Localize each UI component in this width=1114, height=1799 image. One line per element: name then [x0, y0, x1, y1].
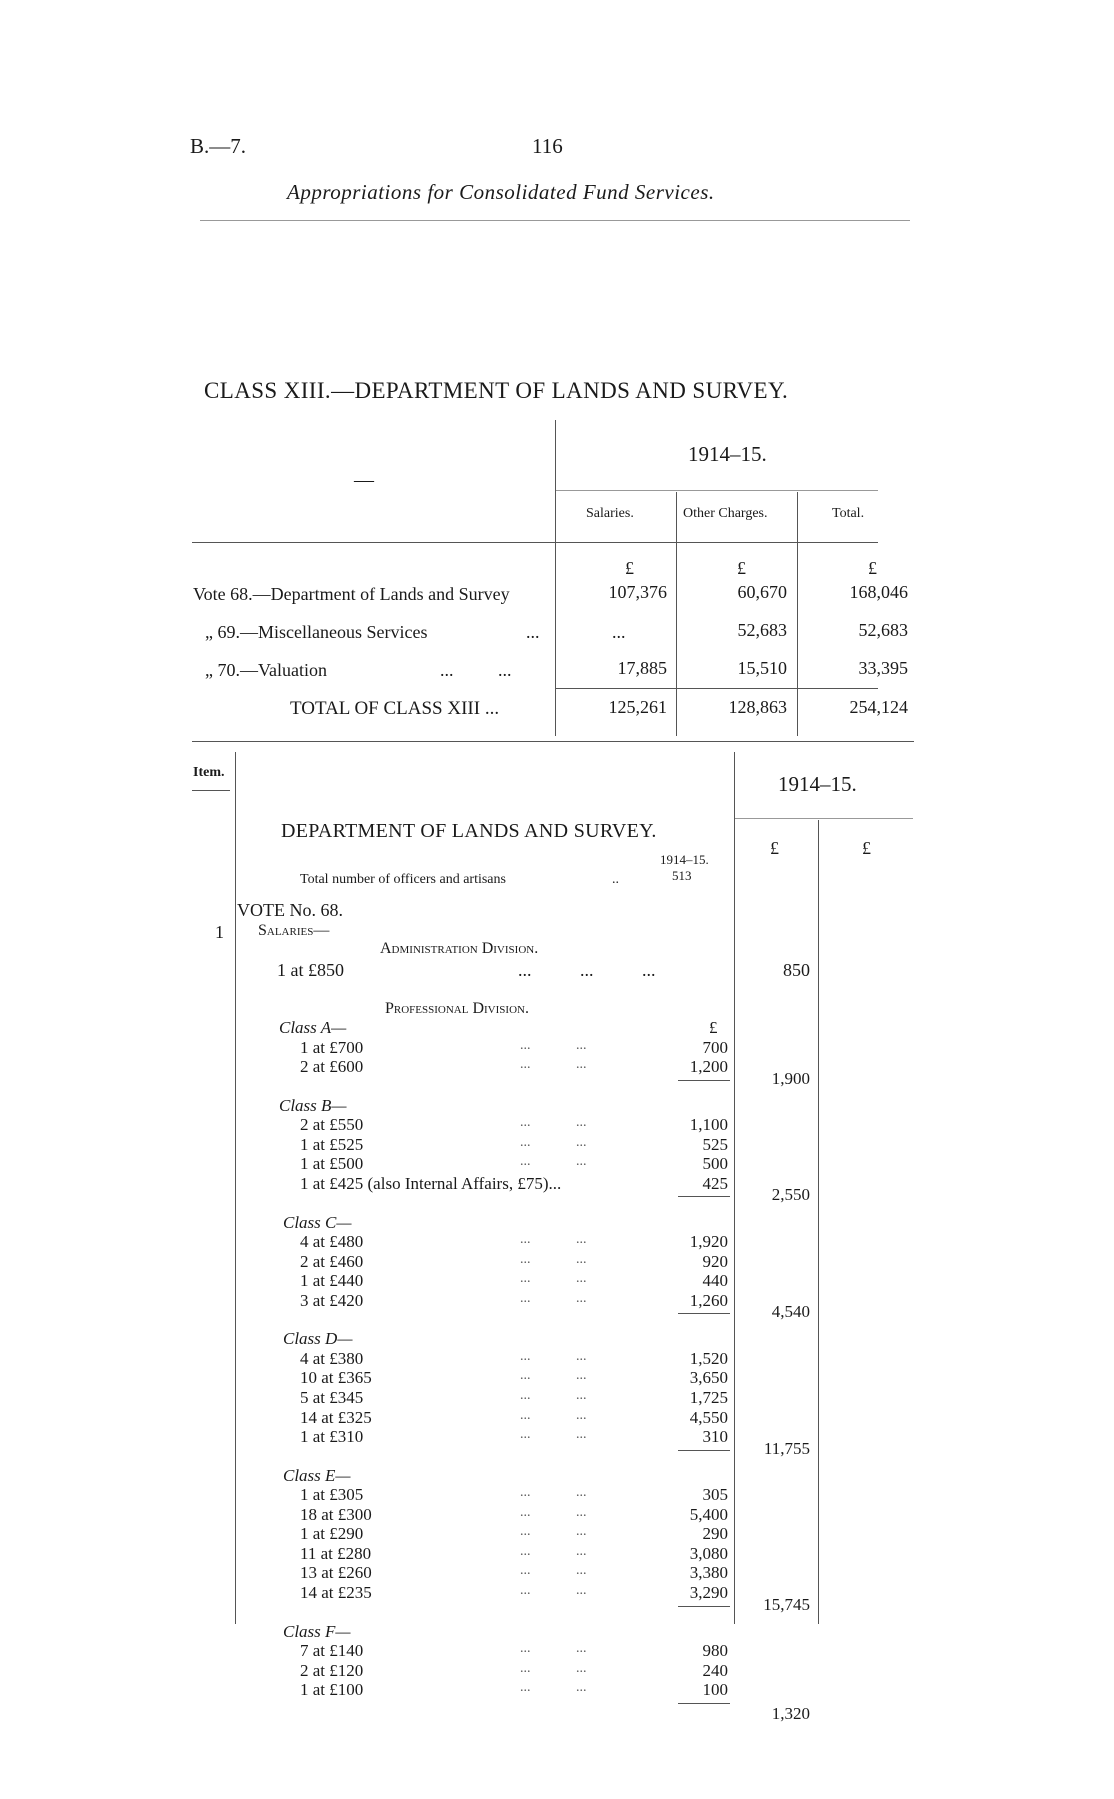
leader-dots: ... ... — [520, 1427, 587, 1443]
leader-dots: .. — [612, 872, 619, 887]
page-number: 116 — [532, 134, 563, 158]
leader-dots: ... ... — [520, 1563, 587, 1579]
summary-total-label: TOTAL OF CLASS XIII ... — [290, 698, 500, 719]
admin-division-heading: Administration Division. — [380, 940, 539, 957]
subtotal-rule — [678, 1313, 730, 1314]
salary-row-label: 2 at £120 — [300, 1660, 364, 1680]
leader-dots: ... ... — [520, 1582, 587, 1598]
summary-row-total: 168,046 — [849, 582, 908, 602]
total-col-divider — [818, 820, 819, 1624]
salary-row-amount: 305 — [702, 1485, 728, 1505]
salary-row-label: 3 at £420 — [300, 1290, 364, 1310]
salary-row-amount: 1,725 — [689, 1387, 728, 1407]
salary-row-amount: 310 — [702, 1427, 728, 1447]
summary-total-other: 128,863 — [728, 697, 787, 717]
leader-dots: ... ... ... — [518, 960, 656, 980]
currency-symbol: £ — [770, 838, 779, 858]
leader-dots: ... ... — [520, 1037, 587, 1053]
salary-row-amount: 500 — [702, 1154, 728, 1174]
salary-row-label: 2 at £460 — [300, 1251, 364, 1271]
summary-row-total: 52,683 — [858, 620, 908, 640]
salary-row-label: 1 at £310 — [300, 1427, 364, 1447]
salary-row-label: 5 at £345 — [300, 1387, 364, 1407]
admin-row-total: 850 — [783, 960, 810, 980]
officers-year: 1914–15. — [660, 852, 709, 867]
salary-row-label: 2 at £600 — [300, 1057, 364, 1077]
leader-dots: ... ... — [520, 1115, 587, 1131]
subtotal-rule — [678, 1703, 730, 1704]
leader-dots: ... ... — [520, 1543, 587, 1559]
salary-row-amount: 1,520 — [689, 1348, 728, 1368]
class-heading: Class B— — [279, 1095, 347, 1115]
summary-total-salaries: 125,261 — [608, 697, 667, 717]
salary-row-amount: 1,200 — [689, 1057, 728, 1077]
leader-dots: ... ... — [520, 1387, 587, 1403]
summary-row-other: 52,683 — [737, 620, 787, 640]
leader-dots: ... ... — [520, 1680, 587, 1696]
summary-row-salaries: 17,885 — [617, 658, 667, 678]
salary-row-label: 1 at £425 (also Internal Affairs, £75)... — [300, 1173, 562, 1193]
professional-division-heading: Professional Division. — [385, 1000, 529, 1017]
salary-row-label: 1 at £305 — [300, 1485, 364, 1505]
leader-dots: ... — [526, 622, 540, 642]
year-header-rule — [735, 818, 913, 819]
salary-row-amount: 3,650 — [689, 1368, 728, 1388]
officers-count: 513 — [672, 868, 692, 883]
salary-row-label: 1 at £525 — [300, 1134, 364, 1154]
salary-row-amount: 525 — [702, 1134, 728, 1154]
class-total: 1,320 — [771, 1703, 810, 1723]
department-title: DEPARTMENT OF LANDS AND SURVEY. — [281, 820, 657, 842]
salary-row-label: 7 at £140 — [300, 1641, 364, 1661]
leader-dots: ... ... — [520, 1290, 587, 1306]
summary-header-bottom-rule — [192, 542, 878, 543]
currency-symbol: £ — [862, 838, 871, 858]
salary-row-amount: 1,920 — [689, 1232, 728, 1252]
summary-row-salaries: ... — [612, 622, 626, 642]
summary-col-salaries: Salaries. — [586, 506, 634, 521]
summary-row-label: Vote 68.—Department of Lands and Survey — [193, 584, 510, 604]
salary-row-amount: 1,260 — [689, 1290, 728, 1310]
detail-year: 1914–15. — [778, 772, 857, 796]
leader-dots: ... ... — [520, 1485, 587, 1501]
salary-row-amount: 920 — [702, 1251, 728, 1271]
class-heading: Class F— — [283, 1621, 351, 1641]
salary-row-label: 1 at £290 — [300, 1524, 364, 1544]
leader-dots: ... ... — [520, 1154, 587, 1170]
currency-symbol: £ — [625, 558, 634, 578]
salary-row-label: 1 at £100 — [300, 1680, 364, 1700]
class-total: 11,755 — [763, 1438, 810, 1458]
subtotal-rule — [678, 1080, 730, 1081]
summary-row-other: 60,670 — [737, 582, 787, 602]
summary-total-rule — [556, 688, 878, 689]
salary-row-amount: 3,290 — [689, 1582, 728, 1602]
subtotal-col-divider — [734, 752, 735, 1624]
subtotal-rule — [678, 1196, 730, 1197]
leader-dots: ... ... — [520, 1524, 587, 1540]
class-total: 2,550 — [771, 1185, 810, 1205]
salary-row-amount: 700 — [702, 1037, 728, 1057]
salary-row-label: 4 at £480 — [300, 1232, 364, 1252]
salary-row-amount: 240 — [702, 1660, 728, 1680]
salary-row-amount: 3,080 — [689, 1543, 728, 1563]
salary-row-label: 4 at £380 — [300, 1348, 364, 1368]
class-heading: Class C— — [283, 1212, 352, 1232]
item-column-header: Item. — [193, 765, 225, 780]
salary-row-amount: 980 — [702, 1641, 728, 1661]
document-ref: B.—7. — [190, 134, 247, 158]
leader-dots: ... ... — [520, 1134, 587, 1150]
salaries-label: Salaries— — [258, 922, 330, 939]
salary-row-amount: 440 — [702, 1271, 728, 1291]
class-total: 1,900 — [771, 1068, 810, 1088]
salary-row-label: 1 at £700 — [300, 1037, 364, 1057]
leader-dots: ... ... — [520, 1368, 587, 1384]
summary-row-salaries: 107,376 — [608, 582, 667, 602]
leader-dots: ... ... — [520, 1407, 587, 1423]
leader-dots: ... ... — [520, 1251, 587, 1267]
leader-dots: ... ... — [520, 1232, 587, 1248]
salary-row-label: 14 at £325 — [300, 1407, 372, 1427]
salary-row-amount: 3,380 — [689, 1563, 728, 1583]
item-col-divider — [235, 752, 236, 1624]
summary-col-divider — [676, 492, 677, 736]
officers-label: Total number of officers and artisans — [300, 872, 506, 887]
summary-row-other: 15,510 — [737, 658, 787, 678]
class-total: 15,745 — [763, 1594, 810, 1614]
summary-bottom-rule — [192, 741, 914, 742]
currency-symbol: £ — [737, 558, 746, 578]
class-heading: Class D— — [283, 1329, 353, 1349]
salary-row-label: 14 at £235 — [300, 1582, 372, 1602]
leader-dots: ... ... — [520, 1641, 587, 1657]
salary-row-amount: 100 — [702, 1680, 728, 1700]
salary-row-amount: 4,550 — [689, 1407, 728, 1427]
leader-dots: ... ... — [440, 660, 512, 680]
leader-dots: ... ... — [520, 1271, 587, 1287]
summary-header-rule — [556, 490, 878, 491]
salary-row-amount: 425 — [702, 1173, 728, 1193]
leader-dots: ... ... — [520, 1057, 587, 1073]
salary-row-amount: 290 — [702, 1524, 728, 1544]
leader-dots: ... ... — [520, 1504, 587, 1520]
class-title: CLASS XIII.—DEPARTMENT OF LANDS AND SURVEY. — [204, 378, 789, 403]
salary-row-amount: 5,400 — [689, 1504, 728, 1524]
summary-col-other: Other Charges. — [683, 506, 768, 521]
currency-symbol: £ — [709, 1018, 718, 1037]
item-header-rule — [192, 790, 230, 791]
summary-year: 1914–15. — [688, 442, 767, 466]
admin-row-label: 1 at £850 — [277, 960, 344, 980]
class-total: 4,540 — [771, 1302, 810, 1322]
header-rule — [200, 220, 910, 221]
summary-col-divider — [797, 492, 798, 736]
item-number: 1 — [215, 922, 224, 942]
running-title: Appropriations for Consolidated Fund Services. — [287, 180, 715, 204]
subtotal-rule — [678, 1606, 730, 1607]
leader-dots: ... ... — [520, 1660, 587, 1676]
salary-row-label: 11 at £280 — [300, 1543, 372, 1563]
leader-dots: ... ... — [520, 1348, 587, 1364]
subtotal-rule — [678, 1450, 730, 1451]
salary-row-label: 2 at £550 — [300, 1115, 364, 1135]
salary-row-label: 1 at £500 — [300, 1154, 364, 1174]
salary-row-label: 1 at £440 — [300, 1271, 364, 1291]
summary-total-total: 254,124 — [849, 697, 908, 717]
class-heading: Class E— — [283, 1465, 351, 1485]
salary-row-amount: 1,100 — [689, 1115, 728, 1135]
summary-dash: — — [354, 469, 374, 491]
summary-row-total: 33,395 — [858, 658, 908, 678]
currency-symbol: £ — [868, 558, 877, 578]
summary-row-label: „ 70.—Valuation — [205, 660, 327, 680]
salary-row-label: 13 at £260 — [300, 1563, 372, 1583]
summary-col-total: Total. — [832, 506, 865, 521]
vote-heading: VOTE No. 68. — [237, 900, 343, 920]
summary-row-label: „ 69.—Miscellaneous Services — [205, 622, 428, 642]
class-heading: Class A— — [279, 1018, 347, 1037]
salary-row-label: 18 at £300 — [300, 1504, 372, 1524]
salary-row-label: 10 at £365 — [300, 1368, 372, 1388]
